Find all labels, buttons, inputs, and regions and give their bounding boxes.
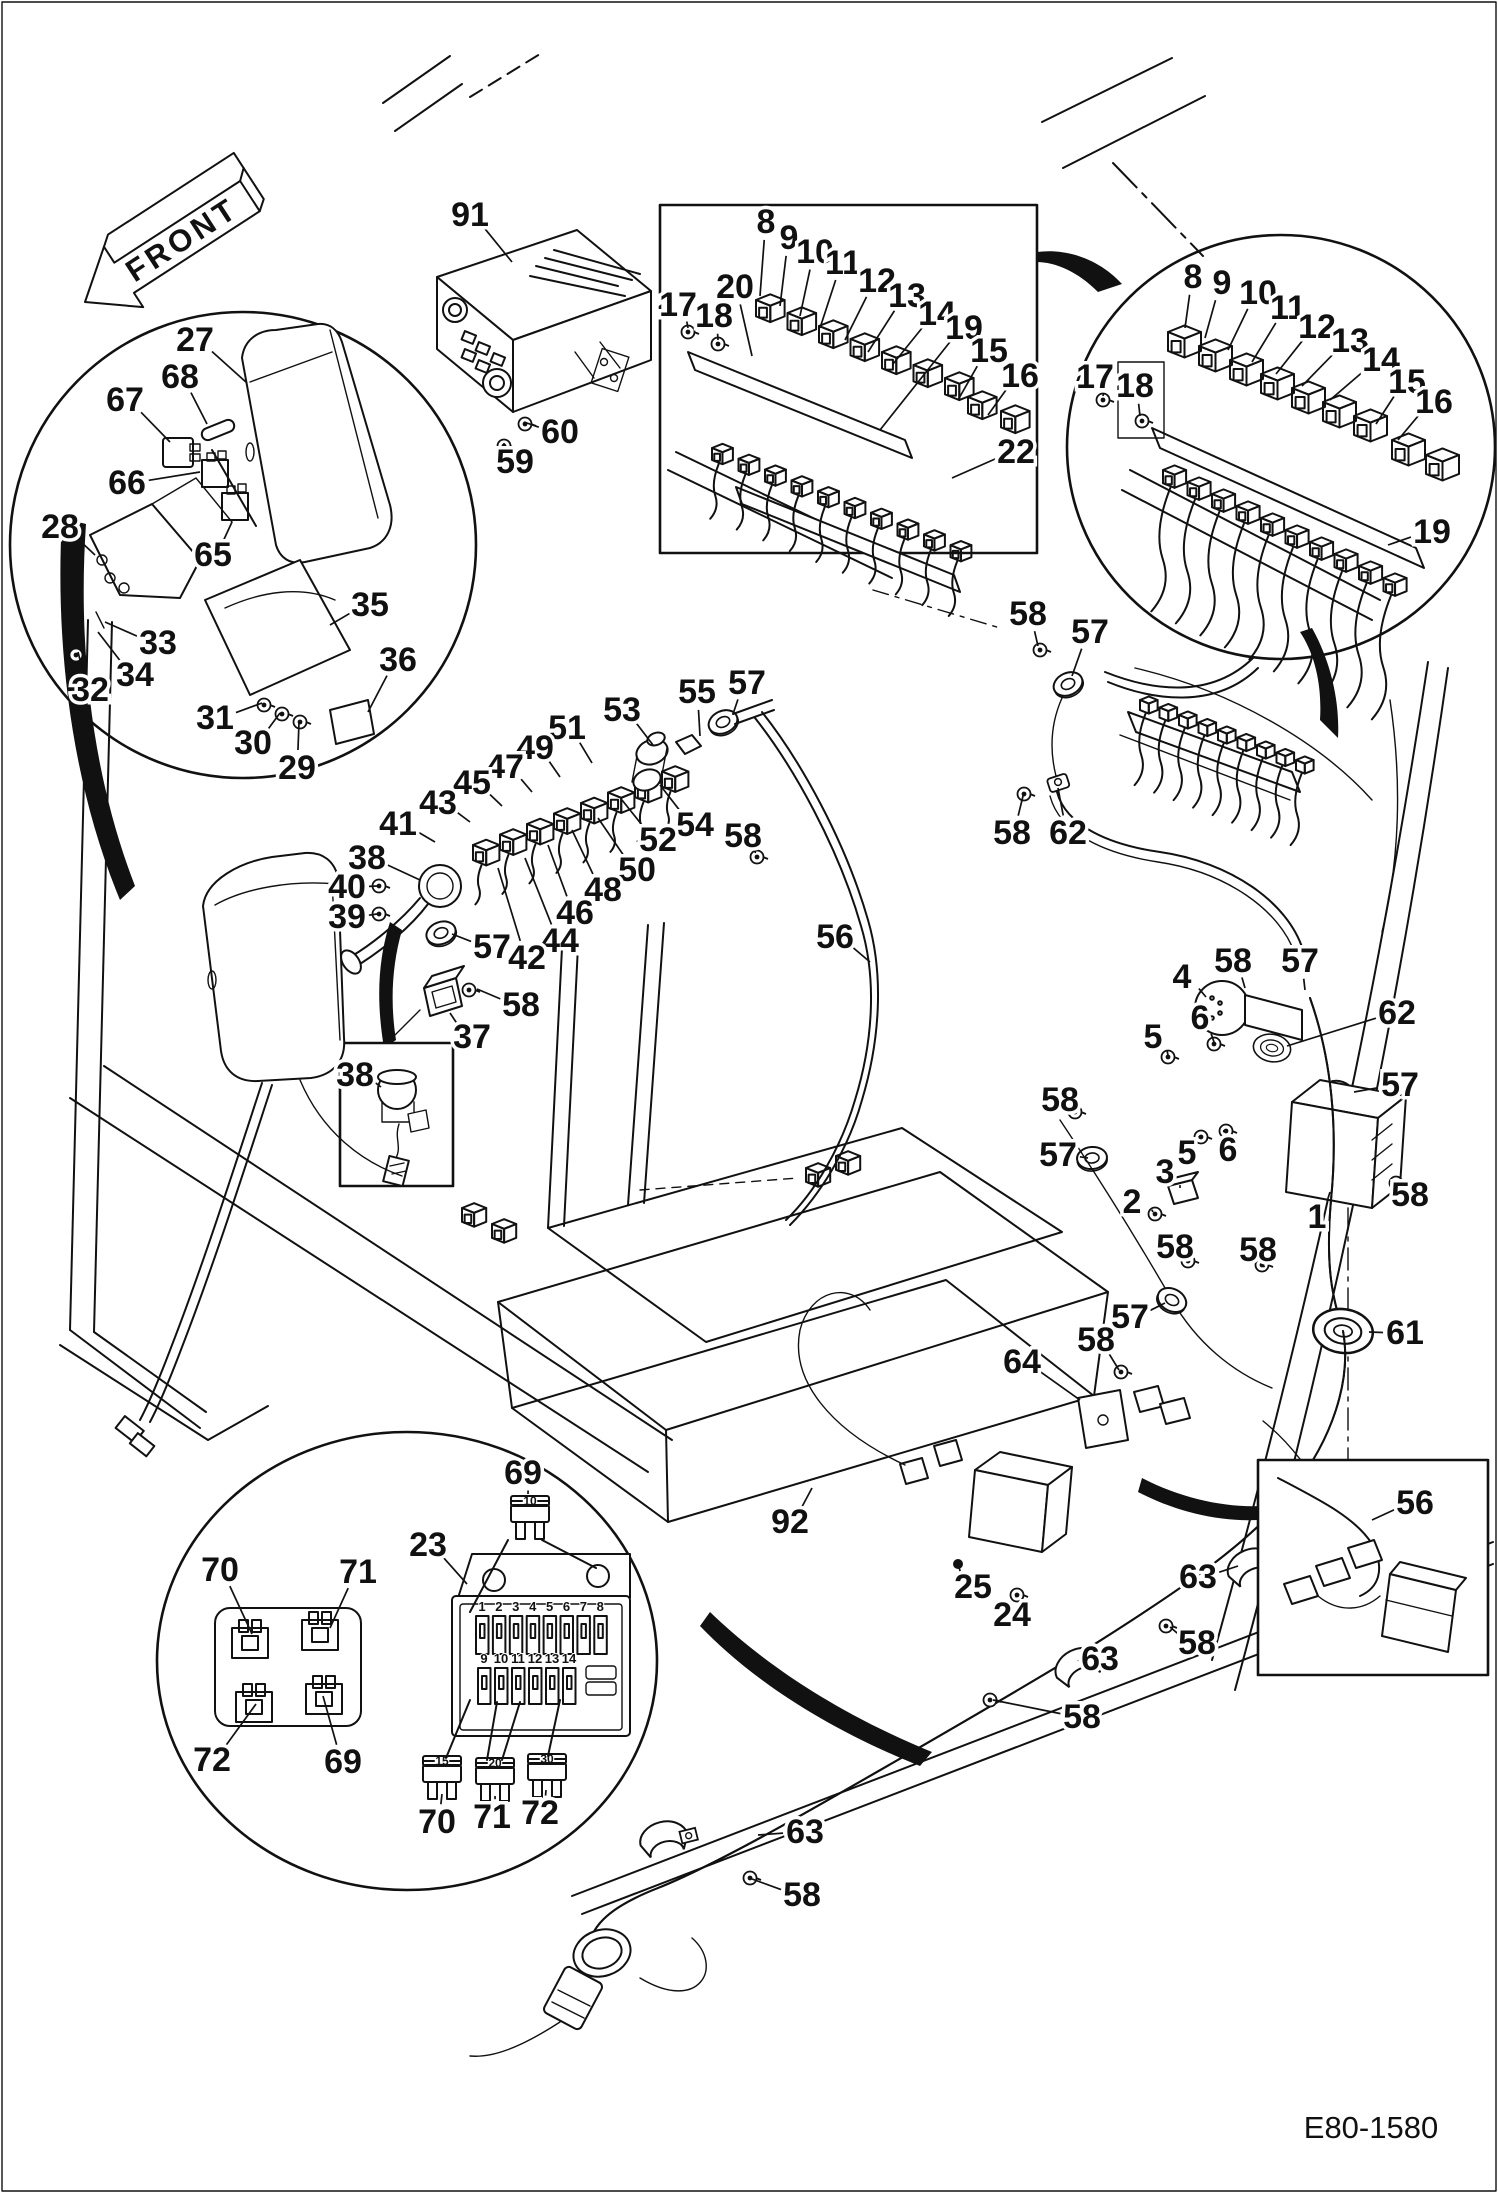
leader-line bbox=[477, 989, 500, 999]
callout-label: 58 bbox=[1041, 1081, 1079, 1119]
callout-label: 30 bbox=[234, 724, 272, 762]
callout-label: 59 bbox=[496, 443, 534, 481]
callout-label: 36 bbox=[379, 641, 417, 679]
callout-label: 4 bbox=[1172, 958, 1192, 996]
fuse-slot-number: 4 bbox=[529, 1599, 537, 1614]
callout-label: 57 bbox=[473, 928, 511, 966]
screw-icon bbox=[744, 1872, 762, 1885]
leader-line bbox=[141, 412, 170, 442]
callout-label: 58 bbox=[1178, 1624, 1216, 1662]
callout-label: 10 bbox=[1239, 274, 1277, 312]
callout-label: 24 bbox=[993, 1596, 1031, 1634]
leader-line bbox=[369, 914, 377, 915]
callout-label: 34 bbox=[116, 656, 154, 694]
leader-line bbox=[1304, 979, 1305, 990]
callout-label: 23 bbox=[409, 1526, 447, 1564]
callout-label: 57 bbox=[1111, 1298, 1149, 1336]
callout-label: 58 bbox=[1063, 1698, 1101, 1736]
callout-label: 12 bbox=[1298, 308, 1336, 346]
callout-label: 5 bbox=[1143, 1018, 1163, 1056]
callout-label: 20 bbox=[716, 268, 754, 306]
switch-66 bbox=[202, 460, 228, 487]
leader-line bbox=[572, 830, 593, 874]
callout-label: 28 bbox=[41, 508, 79, 546]
callout-label: 58 bbox=[1077, 1321, 1115, 1359]
fuse-slot-number: 3 bbox=[512, 1599, 520, 1614]
leader-line bbox=[298, 722, 299, 750]
callout-label: 42 bbox=[508, 939, 546, 977]
screw-icon bbox=[1136, 415, 1154, 428]
radio-knob-left bbox=[443, 298, 467, 322]
screw-icon bbox=[1162, 1051, 1180, 1064]
fuse-slot-number: 6 bbox=[562, 1599, 571, 1614]
fuse-slot-number: 12 bbox=[527, 1651, 543, 1666]
callout-label: 57 bbox=[1039, 1136, 1077, 1174]
fuse-panel bbox=[452, 1554, 630, 1736]
callout-label: 71 bbox=[339, 1553, 377, 1591]
callout-label: 22 bbox=[997, 433, 1035, 471]
callout-label: 56 bbox=[1396, 1484, 1434, 1522]
detail-box-56 bbox=[1258, 1421, 1488, 1675]
fuse-slot-number: 14 bbox=[561, 1651, 577, 1666]
callout-label: 58 bbox=[993, 814, 1031, 852]
detail-circle-fuse-panel bbox=[157, 1432, 657, 1890]
blade-fuse bbox=[528, 1752, 566, 1797]
radio-unit bbox=[437, 230, 651, 412]
fuse-slot-number: 8 bbox=[596, 1599, 604, 1614]
leader-line bbox=[993, 1700, 1060, 1714]
screw-icon bbox=[1208, 1038, 1226, 1051]
callout-label: 29 bbox=[278, 749, 316, 787]
leader-line bbox=[457, 812, 470, 822]
callout-label: 19 bbox=[1413, 513, 1451, 551]
potentiometer-38 bbox=[419, 865, 461, 907]
callout-label: 14 bbox=[1362, 341, 1400, 379]
fuse-amp-label: 10 bbox=[523, 1494, 537, 1508]
leader-line bbox=[1072, 649, 1082, 676]
callout-label: 37 bbox=[453, 1018, 491, 1056]
cover-36 bbox=[330, 700, 374, 744]
callout-label: 18 bbox=[695, 297, 733, 335]
screw-icon bbox=[1018, 788, 1036, 801]
callout-label: 9 bbox=[779, 219, 799, 257]
blade-fuse bbox=[476, 1756, 514, 1801]
screw-icon bbox=[1149, 1208, 1167, 1221]
callout-label: 64 bbox=[1003, 1343, 1041, 1381]
leader-line bbox=[548, 845, 567, 896]
callout-label: 49 bbox=[516, 729, 554, 767]
callout-label: 58 bbox=[1391, 1176, 1429, 1214]
connector-67 bbox=[163, 438, 193, 467]
callout-label: 57 bbox=[1281, 942, 1319, 980]
fuse-amp-label: 20 bbox=[488, 1756, 502, 1770]
callout-label: 65 bbox=[194, 536, 232, 574]
callout-label: 70 bbox=[418, 1803, 456, 1841]
cover-35 bbox=[205, 560, 350, 695]
callout-label: 17 bbox=[1076, 358, 1114, 396]
callout-label: 12 bbox=[858, 262, 896, 300]
callout-label: 38 bbox=[336, 1056, 374, 1094]
relay-block-23 bbox=[215, 1608, 361, 1726]
callout-label: 52 bbox=[639, 821, 677, 859]
leader-line bbox=[191, 393, 207, 424]
fuse-slot-number: 9 bbox=[480, 1651, 488, 1666]
callout-label: 58 bbox=[1214, 942, 1252, 980]
leader-line bbox=[1040, 1372, 1080, 1400]
leader-line bbox=[1369, 1332, 1383, 1333]
callout-label: 15 bbox=[970, 332, 1008, 370]
leader-line bbox=[444, 1558, 467, 1584]
leader-line bbox=[418, 832, 435, 842]
fuse-slot-number: 2 bbox=[495, 1599, 503, 1614]
leader-line bbox=[489, 794, 502, 806]
callout-label: 6 bbox=[1218, 1131, 1238, 1169]
callout-label: 67 bbox=[106, 381, 144, 419]
callout-label: 25 bbox=[954, 1568, 992, 1606]
callout-label: 50 bbox=[618, 851, 656, 889]
fuse-slot-number: 5 bbox=[545, 1599, 554, 1614]
leader-line bbox=[149, 472, 200, 480]
callout-label: 40 bbox=[328, 868, 366, 906]
leader-line bbox=[1185, 295, 1190, 328]
callout-label: 10 bbox=[796, 233, 834, 271]
callout-label: 3 bbox=[1155, 1153, 1175, 1191]
callout-label: 16 bbox=[1001, 357, 1039, 395]
callout-label: 48 bbox=[584, 871, 622, 909]
callout-label: 55 bbox=[678, 673, 716, 711]
callout-label: 13 bbox=[1331, 322, 1369, 360]
bracket-28 bbox=[90, 504, 200, 598]
callout-label: 43 bbox=[419, 784, 457, 822]
fuse-slot-number: 10 bbox=[493, 1651, 509, 1666]
screw-icon bbox=[276, 708, 294, 721]
callout-label: 32 bbox=[71, 671, 109, 709]
leader-line bbox=[1139, 404, 1140, 416]
callout-label: 58 bbox=[1009, 595, 1047, 633]
callout-label: 69 bbox=[504, 1454, 542, 1492]
callout-label: 17 bbox=[659, 286, 697, 324]
fuse-slot-number: 1 bbox=[478, 1599, 486, 1614]
fuse-slot-number: 13 bbox=[544, 1651, 560, 1666]
callout-label: 71 bbox=[473, 1798, 511, 1836]
leader-line bbox=[1252, 323, 1276, 362]
callout-label: 14 bbox=[918, 295, 956, 333]
screw-icon bbox=[984, 1694, 1002, 1707]
callout-label: 58 bbox=[1156, 1228, 1194, 1266]
callout-label: 61 bbox=[1386, 1314, 1424, 1352]
front-arrow-label: FRONT bbox=[119, 190, 245, 289]
callout-label: 58 bbox=[1239, 1231, 1277, 1269]
callout-label: 8 bbox=[1183, 258, 1203, 296]
callout-label: 54 bbox=[676, 806, 714, 844]
callout-label: 91 bbox=[451, 196, 489, 234]
callout-label: 58 bbox=[502, 986, 540, 1024]
callout-label: 57 bbox=[1381, 1066, 1419, 1104]
callout-label: 9 bbox=[1212, 264, 1232, 302]
leader-line bbox=[368, 676, 387, 712]
screw-icon bbox=[258, 699, 276, 712]
harness-wire-56 bbox=[762, 712, 878, 1225]
callout-label: 58 bbox=[783, 1876, 821, 1914]
blade-fuse bbox=[511, 1494, 549, 1539]
callout-label: 69 bbox=[324, 1743, 362, 1781]
callout-label: 66 bbox=[108, 464, 146, 502]
front-arrow bbox=[61, 153, 277, 332]
callout-label: 38 bbox=[348, 839, 386, 877]
callout-label: 41 bbox=[379, 805, 417, 843]
callout-label: 92 bbox=[771, 1503, 809, 1541]
leader-line bbox=[1330, 371, 1364, 400]
screw-icon bbox=[1195, 1131, 1213, 1144]
callout-label: 2 bbox=[1122, 1183, 1142, 1221]
boot-55 bbox=[676, 735, 701, 754]
rocker-switch-37 bbox=[424, 966, 464, 1016]
callout-label: 6 bbox=[1190, 999, 1210, 1037]
leader-line bbox=[1205, 300, 1216, 338]
callout-label: 31 bbox=[196, 699, 234, 737]
leader-line bbox=[1167, 1051, 1168, 1055]
callout-label: 72 bbox=[521, 1794, 559, 1832]
callout-label: 44 bbox=[541, 922, 579, 960]
fuse-slot-number: 7 bbox=[579, 1599, 588, 1614]
callout-label: 57 bbox=[1071, 613, 1109, 651]
callout-label: 62 bbox=[1378, 994, 1416, 1032]
blade-fuse bbox=[423, 1754, 461, 1799]
figure-code: E80-1580 bbox=[1303, 2110, 1439, 2145]
callout-label: 63 bbox=[1081, 1640, 1119, 1678]
screw-icon bbox=[1034, 644, 1052, 657]
callout-label: 45 bbox=[453, 764, 491, 802]
callout-label: 47 bbox=[486, 748, 524, 786]
callout-label: 13 bbox=[888, 277, 926, 315]
leader-line bbox=[698, 710, 700, 736]
callout-label: 56 bbox=[816, 918, 854, 956]
callout-label: 62 bbox=[1049, 814, 1087, 852]
callout-label: 60 bbox=[541, 413, 579, 451]
callout-label: 19 bbox=[945, 309, 983, 347]
callout-label: 15 bbox=[1388, 363, 1426, 401]
callout-label: 72 bbox=[193, 1741, 231, 1779]
callout-label: 35 bbox=[351, 586, 389, 624]
callout-label: 1 bbox=[1307, 1198, 1327, 1236]
leader-line bbox=[105, 622, 138, 636]
installed-fuse-holder bbox=[1047, 658, 1314, 954]
leader-line bbox=[752, 1879, 781, 1890]
leader-line bbox=[1058, 788, 1063, 815]
callout-label: 5 bbox=[1177, 1134, 1197, 1172]
fuse-amp-label: 15 bbox=[435, 1754, 449, 1768]
callout-label: 58 bbox=[724, 817, 762, 855]
callout-label: 11 bbox=[825, 244, 861, 282]
leader-line bbox=[1152, 1210, 1153, 1212]
callout-label: 8 bbox=[756, 203, 776, 241]
callout-label: 39 bbox=[328, 898, 366, 936]
leader-line bbox=[1228, 309, 1248, 350]
leader-line bbox=[387, 865, 420, 880]
leader-line bbox=[758, 1833, 783, 1835]
screw-icon bbox=[294, 716, 312, 729]
leader-line bbox=[525, 858, 551, 924]
leader-line bbox=[1080, 1157, 1088, 1158]
callout-label: 51 bbox=[548, 709, 586, 747]
fuse-amp-label: 30 bbox=[540, 1752, 554, 1766]
callout-label: 63 bbox=[786, 1813, 824, 1851]
callout-label: 63 bbox=[1179, 1558, 1217, 1596]
callout-label: 16 bbox=[1415, 383, 1453, 421]
callout-label: 33 bbox=[139, 624, 177, 662]
callout-label: 46 bbox=[556, 894, 594, 932]
callout-label: 11 bbox=[1270, 289, 1306, 327]
callout-label: 27 bbox=[176, 321, 214, 359]
callout-label: 68 bbox=[161, 358, 199, 396]
callout-label: 53 bbox=[603, 691, 641, 729]
callout-label: 18 bbox=[1116, 367, 1154, 405]
fuse-slot-number: 11 bbox=[511, 1651, 525, 1666]
leader-line bbox=[1199, 1136, 1200, 1138]
callout-label: 70 bbox=[201, 1551, 239, 1589]
leader-line bbox=[1302, 353, 1334, 386]
callout-label: 57 bbox=[728, 664, 766, 702]
